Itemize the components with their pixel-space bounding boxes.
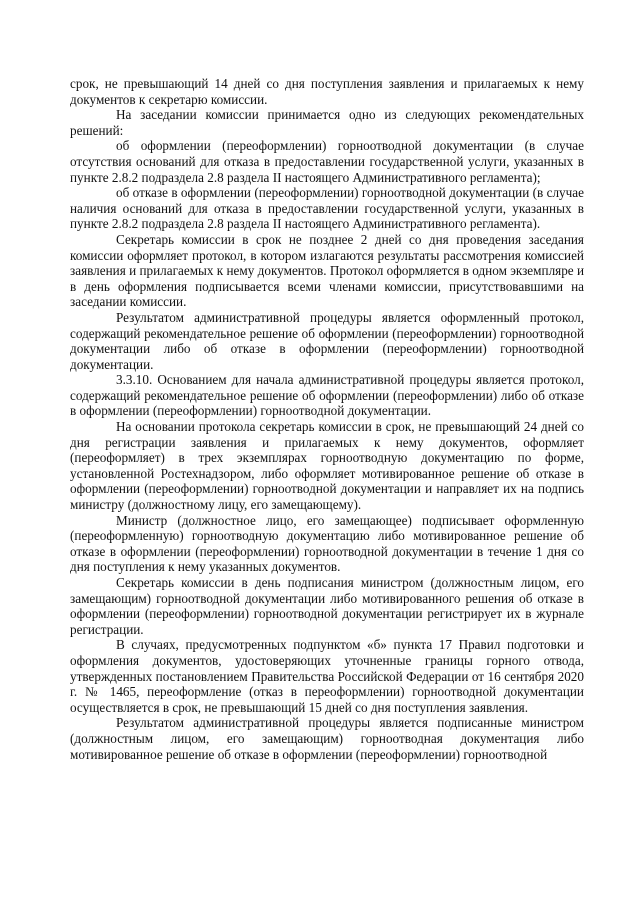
paragraph: Секретарь комиссии в срок не позднее 2 дней со дня проведения заседания комиссии оформляет протокол, в котором излагаются результаты рассмотрения комиссией заявления и прилагаемых к нему документов. Протокол оформляется в одном экземпляре и в день оформления подписывается всеми членами комиссии, присутствовавшими на заседании комиссии. xyxy=(70,231,585,310)
paragraph: об отказе в оформлении (переоформлении) горноотводной документации (в случае наличия оснований для отказа в предоставлении государственной услуги, указанных в пункте 2.8.2 подраздела 2.8 раздела II настоящего Административного регламента). xyxy=(70,185,584,232)
paragraph: срок, не превышающий 14 дней со дня поступления заявления и прилагаемых к нему документов к секретарю комиссии. xyxy=(70,76,584,107)
paragraph: На заседании комиссии принимается одно из следующих рекомендательных решений: xyxy=(70,107,584,138)
paragraph: Министр (должностное лицо, его замещающее) подписывает оформленную (переоформленную) горноотводную документацию либо мотивированное решение об отказе в оформлении (переоформлении) горноотводной документации в течение 1 дня со дня поступления к нему указанных документов. xyxy=(70,512,584,575)
paragraph: Секретарь комиссии в день подписания министром (должностным лицом, его замещающим) горноотводной документации либо мотивированного решения об отказе в оформлении (переоформлении) горноотводной документации регистрирует их в журнале регистрации. xyxy=(70,575,584,637)
paragraph: На основании протокола секретарь комиссии в срок, не превышающий 24 дней со дня регистрации заявления и прилагаемых к нему документов, оформляет (переоформляет) в трех экземплярах горноотводную документацию по форме, установленной Ростехнадзором, либо оформляет мотивированное решение об отказе в оформлении (переоформлении) горноотводной документации и направляет их на подпись министру (должностному лицу, его замещающему). xyxy=(70,419,584,513)
paragraph: Результатом административной процедуры является подписанные министром (должностным лицом, его замещающим) горноотводная документация либо мотивированное решение об отказе в оформлении (переоформлении) горноотводной xyxy=(70,715,584,762)
paragraph: 3.3.10. Основанием для начала административной процедуры является протокол, содержащий рекомендательное решение об оформлении (переоформлении) либо об отказе в оформлении (переоформлении) горноотводной документации. xyxy=(70,372,584,419)
document-page xyxy=(70,76,584,762)
paragraph: об оформлении (переоформлении) горноотводной документации (в случае отсутствия оснований для отказа в предоставлении государственной услуги, указанных в пункте 2.8.2 подраздела 2.8 раздела II настоящего Административного регламента); xyxy=(70,138,584,185)
paragraph: Результатом административной процедуры является оформленный протокол, содержащий рекомендательное решение об оформлении (переоформлении) горноотводной документации либо об отказе в оформлении (переоформлении) горноотводной документации. xyxy=(70,309,584,372)
paragraph: В случаях, предусмотренных подпунктом «б» пункта 17 Правил подготовки и оформления документов, удостоверяющих уточненные границы горного отвода, утвержденных постановлением Правительства Российской Федерации от 16 сентября 2020 г. № 1465, переоформление (отказ в переоформлении) горноотводной документации осуществляется в срок, не превышающий 15 дней со дня поступления заявления. xyxy=(70,637,584,715)
